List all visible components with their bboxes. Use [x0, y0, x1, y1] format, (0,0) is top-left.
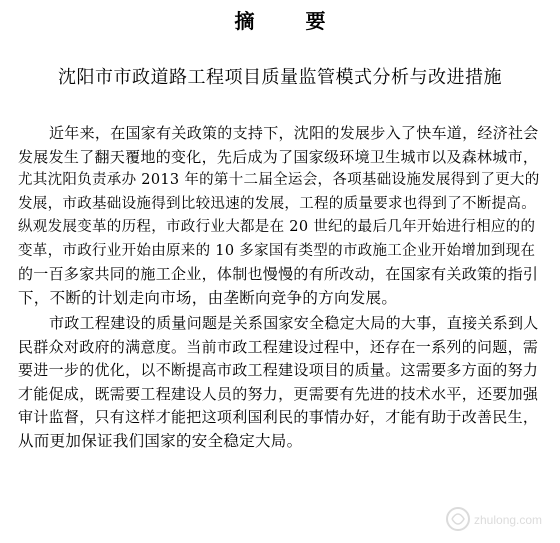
paragraph-line: 尤其沈阳负责承办 2013 年的第十二届全运会，各项基础设施发展得到了更大的	[18, 172, 540, 188]
paragraph-line: 的一百多家共同的施工企业，体制也慢慢的有所改动，在国家有关政策的指引	[18, 265, 539, 283]
paragraph-line: 下，不断的计划走向市场，由垄断向竞争的方向发展。	[18, 288, 398, 307]
document-subtitle: 沈阳市市政道路工程项目质量监管模式分析与改进措施	[58, 67, 502, 88]
paragraph-line: 从而更加保证我们国家的安全稳定大局。	[18, 431, 303, 450]
watermark-logo	[442, 499, 552, 539]
paragraph-line: 审计监督，只有这样才能把这项利国利民的事情办好，才能有助于改善民生，	[18, 408, 539, 426]
paragraph-line: 要进一步的优化，以不断提高市政工程建设项目的质量。这需要多方面的努力	[18, 361, 539, 379]
watermark-text: zhulong.com	[474, 513, 543, 527]
paragraph-1	[18, 122, 542, 310]
paragraph-line: 变革，市政行业开始由原来的 10 多家国有类型的市政施工企业开始增加到现在	[18, 242, 536, 259]
paragraph-line: 市政工程建设的质量问题是关系国家安全稳定大局的大事，直接关系到人	[49, 314, 539, 332]
paragraph-line: 民群众对政府的满意度。当前市政工程建设过程中，还存在一系列的问题，需	[18, 337, 539, 356]
paragraph-line: 纵观发展变革的历程，市政行业大都是在 20 世纪的最后几年开始进行相应的的	[18, 219, 536, 235]
paragraph-line: 发展，市政基础设施得到比较迅速的发展，工程的质量要求也得到了不断提高。	[18, 195, 536, 212]
paragraph-line: 近年来，在国家有关政策的支持下，沈阳的发展步入了快车道，经济社会	[49, 124, 539, 142]
abstract-heading: 摘 要	[234, 9, 348, 33]
paragraph-line: 发展发生了翻天覆地的变化，先后成为了国家级环境卫生城市以及森林城市，	[18, 147, 539, 166]
paragraph-2	[18, 312, 542, 453]
paragraph-line: 才能促成，既需要工程建设人员的努力，更需要有先进的技术水平，还要加强	[18, 384, 539, 403]
